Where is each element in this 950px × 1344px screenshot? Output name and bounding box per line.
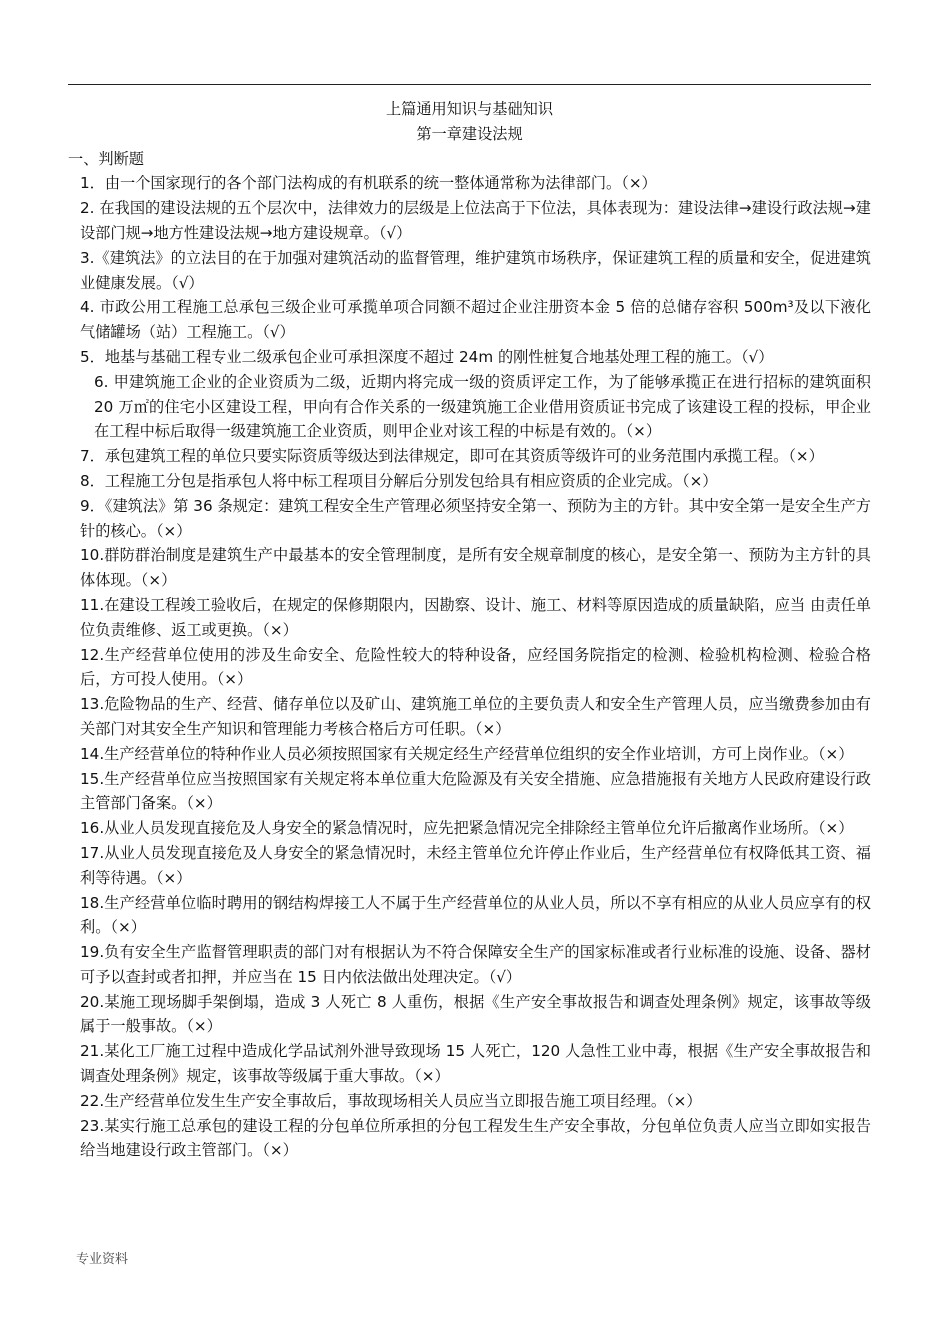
question-item-10: 10.群防群治制度是建筑生产中最基本的安全管理制度，是所有安全规章制度的核心，是安全第一、预防为主方针的具体体现。（×）: [80, 546, 871, 590]
question-item-6: 6. 甲建筑施工企业的企业资质为二级，近期内将完成一级的资质评定工作，为了能够承揽正在进行招标的建筑面积 20 万㎡的住宅小区建设工程，甲向有合作关系的一级建筑施工企业借用资质证书完成了该建设工程的投标，甲企业在工程中标后取得一级建筑施工企业资质，则甲企业对该工程的中标是有效的。（×）: [94, 372, 871, 441]
question-item-3: 3.《建筑法》的立法目的在于加强对建筑活动的监督管理，维护建筑市场秩序，保证建筑工程的质量和安全，促进建筑业健康发展。（√）: [80, 248, 871, 292]
footer-label: 专业资料: [76, 1252, 129, 1267]
question-item-15: 15.生产经营单位应当按照国家有关规定将本单位重大危险源及有关安全措施、应急措施报有关地方人民政府建设行政主管部门备案。（×）: [80, 769, 871, 813]
header-rule: [68, 84, 871, 85]
question-item-21: 21.某化工厂施工过程中造成化学品试剂外泄导致现场 15 人死亡，120 人急性工业中毒，根据《生产安全事故报告和调查处理条例》规定，该事故等级属于重大事故。（×）: [80, 1042, 871, 1086]
question-item-13: 13.危险物品的生产、经营、储存单位以及矿山、建筑施工单位的主要负责人和安全生产管理人员，应当缴费参加由有关部门对其安全生产知识和管理能力考核合格后方可任职。（×）: [80, 695, 871, 738]
question-item-23: 23.某实行施工总承包的建设工程的分包单位所承担的分包工程发生生产安全事故，分包单位负责人应当立即如实报告给当地建设行政主管部门。（×）: [80, 1116, 871, 1160]
question-item-19: 19.负有安全生产监督管理职责的部门对有根据认为不符合保障安全生产的国家标准或者行业标准的设施、设备、器材可予以查封或者扣押，并应当在 15 日内依法做出处理决定。（√）: [80, 943, 871, 986]
question-item-17: 17.从业人员发现直接危及人身安全的紧急情况时，未经主管单位允许停止作业后，生产经营单位有权降低其工资、福利等待遇。（×）: [80, 843, 871, 887]
question-item-18: 18.生产经营单位临时聘用的钢结构焊接工人不属于生产经营单位的从业人员，所以不享有相应的从业人员应享有的权利。（×）: [80, 893, 871, 937]
question-item-4: 4. 市政公用工程施工总承包三级企业可承揽单项合同额不超过企业注册资本金 5 倍的总储存容积 500m³及以下液化气储罐场（站）工程施工。（√）: [80, 298, 871, 342]
part-title: 上篇通用知识与基础知识: [385, 100, 554, 118]
question-item-9: 9．《建筑法》第 36 条规定：建筑工程安全生产管理必须坚持安全第一、预防为主的方针。其中安全第一是安全生产方针的核心。（×）: [80, 496, 871, 540]
question-item-12: 12.生产经营单位使用的涉及生命安全、危险性较大的特种设备，应经国务院指定的检测、检验机构检测、检验合格后，方可投人使用。（×）: [80, 645, 871, 689]
question-item-20: 20.某施工现场脚手架倒塌，造成 3 人死亡 8 人重伤，根据《生产安全事故报告和调查处理条例》规定，该事故等级属于一般事故。（×）: [80, 992, 871, 1036]
question-item-7: 7．承包建筑工程的单位只要实际资质等级达到法律规定，即可在其资质等级许可的业务范围内承揽工程。（×）: [80, 447, 824, 466]
question-item-16: 16.从业人员发现直接危及人身安全的紧急情况时，应先把紧急情况完全排除经主管单位允许后撤离作业场所。（×）: [80, 819, 854, 838]
question-item-1: 1．由一个国家现行的各个部门法构成的有机联系的统一整体通常称为法律部门。（×）: [80, 174, 657, 193]
question-item-14: 14.生产经营单位的特种作业人员必须按照国家有关规定经生产经营单位组织的安全作业培训，方可上岗作业。（×）: [80, 744, 854, 763]
document-body: [68, 97, 871, 1163]
question-item-11: 11.在建设工程竣工验收后，在规定的保修期限内，因勘察、设计、施工、材料等原因造成的质量缺陷，应当 由责任单位负责维修、返工或更换。（×）: [80, 595, 871, 639]
question-item-2: 2. 在我国的建设法规的五个层次中，法律效力的层级是上位法高于下位法，具体表现为：建设法律→建设行政法规→建设部门规→地方性建设法规→地方建设规章。（√）: [80, 199, 871, 242]
section-title: 一、判断题: [68, 149, 144, 168]
chapter-title: 第一章建设法规: [416, 124, 523, 143]
question-item-8: 8．工程施工分包是指承包人将中标工程项目分解后分别发包给具有相应资质的企业完成。（×）: [80, 471, 718, 490]
question-item-5: 5．地基与基础工程专业二级承包企业可承担深度不超过 24m 的刚性桩复合地基处理工程的施工。（√）: [80, 347, 774, 366]
question-item-22: 22.生产经营单位发生生产安全事故后，事故现场相关人员应当立即报告施工项目经理。（×）: [80, 1091, 702, 1110]
